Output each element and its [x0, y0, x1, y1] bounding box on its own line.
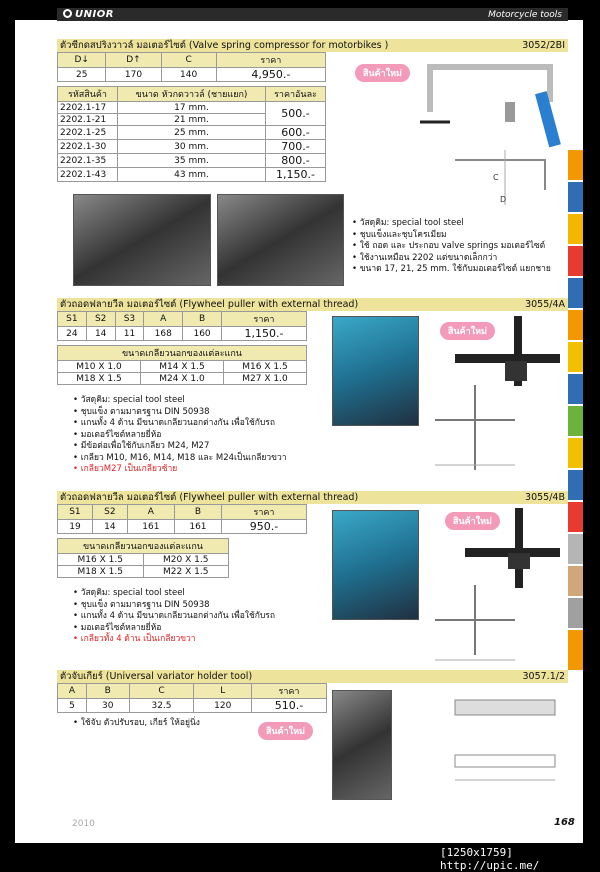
- feature-item: • วัสดุคิม: special tool steel: [352, 218, 562, 230]
- new-product-badge: สินค้าใหม่: [445, 512, 500, 530]
- section-title-bar: [57, 670, 568, 683]
- new-product-badge: สินค้าใหม่: [355, 64, 410, 82]
- feature-item: • ใช้งานเหมือน 2202 แต่ขนาดเล็กกว่า: [352, 253, 562, 265]
- thread-size: M20 X 1.5: [143, 554, 229, 566]
- row-code: 2202.1-43: [58, 168, 118, 182]
- thread-size: M14 X 1.5: [141, 361, 224, 373]
- unior-logo-icon: [63, 9, 72, 18]
- flywheel-puller-image: [450, 316, 565, 386]
- new-product-badge: สินค้าใหม่: [258, 722, 313, 740]
- product-code: 3055/4B: [525, 492, 565, 503]
- product-code: 3055/4A: [525, 299, 565, 310]
- spec-value: 168: [144, 327, 183, 341]
- thread-size: M22 X 1.5: [143, 566, 229, 578]
- feature-item: • วัสดุคิม: special tool steel: [73, 588, 333, 600]
- feature-item: • เกลียวM27 เป็นเกลียวซ้าย: [73, 464, 333, 476]
- specs-table: [57, 683, 327, 713]
- row-code: 2202.1-25: [58, 126, 118, 140]
- spec-header: A: [127, 505, 174, 520]
- page-number: 168: [554, 817, 575, 828]
- spec-header: S1: [58, 505, 93, 520]
- chapter-tab[interactable]: [568, 342, 583, 372]
- spec-value: 5: [58, 699, 87, 713]
- spec-value: 161: [127, 520, 174, 534]
- spec-value: 170: [106, 68, 161, 82]
- col-header: ขนาด หัวกดวาวล์ (ชายแยก): [118, 87, 266, 102]
- feature-item: • เกลียว M10, M16, M14, M18 และ M24เป็นเกลียวขวา: [73, 453, 333, 465]
- flywheel-puller-drawing: [420, 380, 530, 475]
- spec-header: C: [129, 684, 194, 699]
- spec-header: L: [194, 684, 252, 699]
- spec-value: 11: [115, 327, 144, 341]
- row-size: 21 mm.: [118, 114, 266, 126]
- spec-header: ราคา: [222, 505, 307, 520]
- section-title-bar: [57, 39, 568, 52]
- row-price: 1,150.-: [266, 168, 326, 182]
- category-label: Motorcycle tools: [488, 9, 562, 20]
- specs-table: [57, 504, 307, 534]
- table-row: [58, 102, 326, 114]
- row-price: 700.-: [266, 140, 326, 154]
- chapter-tab[interactable]: [568, 182, 583, 212]
- spec-header: S2: [92, 505, 127, 520]
- product-photo: [217, 194, 344, 286]
- row-code: 2202.1-30: [58, 140, 118, 154]
- spec-header: A: [58, 684, 87, 699]
- feature-item: • ใช้จับ ตัวปรับรอบ, เกียร์ ให้อยู่นิ่ง: [73, 718, 273, 730]
- product-code: 3052/2BI: [522, 40, 565, 51]
- row-code: 2202.1-35: [58, 154, 118, 168]
- spec-value: 161: [174, 520, 221, 534]
- feature-list: [352, 218, 562, 276]
- spec-header: B: [86, 684, 129, 699]
- chapter-tab[interactable]: [568, 470, 583, 500]
- chapter-tab[interactable]: [568, 214, 583, 244]
- spec-value: 120: [194, 699, 252, 713]
- spec-value: 25: [58, 68, 106, 82]
- row-price: 500.-: [266, 102, 326, 126]
- chapter-tab[interactable]: [568, 150, 583, 180]
- feature-item: • ชุบแข็งและชุบโครเมียม: [352, 230, 562, 242]
- section-title-bar: [57, 298, 568, 311]
- chapter-tab[interactable]: [568, 534, 583, 564]
- valve-compressor-image: [410, 52, 570, 152]
- chapter-tab[interactable]: [568, 374, 583, 404]
- row-size: 17 mm.: [118, 102, 266, 114]
- spec-header: B: [183, 312, 222, 327]
- spec-header: B: [174, 505, 221, 520]
- feature-item: • แกนทั้ง 4 ด้าน มีขนาดเกลียวนอกต่างกัน เพื่อใช้กับรถ: [73, 611, 333, 623]
- feature-list: [73, 588, 333, 646]
- feature-item: • ขนาด 17, 21, 25 mm. ใช้กับมอเตอร์ไซต์ แยกชาย: [352, 264, 562, 276]
- product-photo: [73, 194, 211, 286]
- thread-size: M16 X 1.5: [224, 361, 307, 373]
- brand-name: UNIOR: [75, 9, 114, 20]
- flywheel-puller-drawing: [420, 580, 530, 665]
- spec-price: 1,150.-: [222, 327, 307, 341]
- spec-header: ราคา: [216, 53, 325, 68]
- feature-item: • ชุบแข็ง ตามมาตรฐาน DIN 50938: [73, 600, 333, 612]
- table-row: [58, 154, 326, 168]
- spec-value: 24: [58, 327, 87, 341]
- spec-header: D↓: [58, 53, 106, 68]
- section-title: ตัวจับเกียร์ (Universal variator holder tool): [60, 671, 253, 682]
- spec-value: 14: [86, 327, 115, 341]
- spec-value: 19: [58, 520, 93, 534]
- feature-item: • มอเตอร์ไซต์หลายยี่ห้อ: [73, 430, 333, 442]
- chapter-tab-active[interactable]: [568, 630, 583, 670]
- feature-list: [73, 718, 273, 730]
- spec-header: ราคา: [222, 312, 307, 327]
- feature-item: • แกนทั้ง 4 ด้าน มีขนาดเกลียวนอกต่างกัน เพื่อใช้กับรถ: [73, 418, 333, 430]
- thread-size: M10 X 1.0: [58, 361, 141, 373]
- product-code: 3057.1/2: [522, 671, 565, 682]
- footer-year: 2010: [72, 819, 95, 829]
- feature-item: • วัสดุคิม: special tool steel: [73, 395, 333, 407]
- new-product-badge: สินค้าใหม่: [440, 322, 495, 340]
- row-size: 30 mm.: [118, 140, 266, 154]
- table-row: [58, 168, 326, 182]
- chapter-tab[interactable]: [568, 406, 583, 436]
- thread-size: M16 X 1.5: [58, 554, 144, 566]
- spec-value: 160: [183, 327, 222, 341]
- col-header: ราคาอันละ: [266, 87, 326, 102]
- watermark: [1250x1759] http://upic.me/: [440, 846, 540, 872]
- specs-table: [57, 52, 326, 82]
- row-price: 600.-: [266, 126, 326, 140]
- thread-size: M24 X 1.0: [141, 373, 224, 385]
- valve-compressor-drawing: [445, 150, 565, 205]
- section-title: ตัวถอดฟลายวีล มอเตอร์ไซต์ (Flywheel puller with external thread): [60, 299, 359, 310]
- dim-label: C: [493, 173, 499, 182]
- spec-value: 30: [86, 699, 129, 713]
- thread-title: ขนาดเกลียวนอกของแต่ละแกน: [58, 539, 229, 554]
- feature-item: • มอเตอร์ไซต์หลายยี่ห้อ: [73, 623, 333, 635]
- row-code: 2202.1-17: [58, 102, 118, 114]
- spec-price: 510.-: [252, 699, 327, 713]
- spec-header: C: [161, 53, 216, 68]
- table-row: [58, 126, 326, 140]
- variator-holder-drawing: [450, 695, 565, 790]
- spec-value: 14: [92, 520, 127, 534]
- product-photo: [332, 690, 392, 800]
- section-title: ตัวซีกดสปริงวาวล์ มอเตอร์ไซต์ (Valve spring compressor for motorbikes ): [60, 40, 389, 51]
- spec-value: 32.5: [129, 699, 194, 713]
- spec-header: S1: [58, 312, 87, 327]
- spec-price: 950.-: [222, 520, 307, 534]
- section-title: ตัวถอดฟลายวีล มอเตอร์ไซต์ (Flywheel puller with external thread): [60, 492, 359, 503]
- feature-item: • ชุบแข็ง ตามมาตรฐาน DIN 50938: [73, 407, 333, 419]
- sizes-table: [57, 86, 326, 182]
- thread-size: M18 X 1.5: [58, 373, 141, 385]
- chapter-tab[interactable]: [568, 438, 583, 468]
- row-size: 35 mm.: [118, 154, 266, 168]
- product-photo: [332, 510, 419, 620]
- spec-price: 4,950.-: [216, 68, 325, 82]
- spec-header: S2: [86, 312, 115, 327]
- feature-list: [73, 395, 333, 476]
- chapter-tabs: [568, 150, 583, 672]
- page-header: [57, 8, 568, 21]
- feature-item: • มีข้อต่อเพื่อใช้กับเกลียว M24, M27: [73, 441, 333, 453]
- table-row: [58, 140, 326, 154]
- chapter-tab[interactable]: [568, 566, 583, 596]
- thread-size: M27 X 1.0: [224, 373, 307, 385]
- chapter-tab[interactable]: [568, 246, 583, 276]
- chapter-tab[interactable]: [568, 278, 583, 308]
- col-header: รหัสสินค้า: [58, 87, 118, 102]
- product-photo: [332, 316, 419, 426]
- thread-table: [57, 345, 307, 385]
- row-size: 43 mm.: [118, 168, 266, 182]
- row-code: 2202.1-21: [58, 114, 118, 126]
- spec-header: A: [144, 312, 183, 327]
- brand-logo: [63, 9, 114, 20]
- thread-table: [57, 538, 229, 578]
- chapter-tab[interactable]: [568, 598, 583, 628]
- thread-title: ขนาดเกลียวนอกของแต่ละแกน: [58, 346, 307, 361]
- dim-label: D: [500, 195, 507, 204]
- section-title-bar: [57, 491, 568, 504]
- thread-size: M18 X 1.5: [58, 566, 144, 578]
- row-price: 800.-: [266, 154, 326, 168]
- spec-header: S3: [115, 312, 144, 327]
- spec-value: 140: [161, 68, 216, 82]
- row-size: 25 mm.: [118, 126, 266, 140]
- specs-table: [57, 311, 307, 341]
- flywheel-puller-image: [460, 508, 565, 588]
- feature-item: • เกลียวทั้ง 4 ด้าน เป็นเกลียวขวา: [73, 634, 333, 646]
- chapter-tab[interactable]: [568, 310, 583, 340]
- spec-header: ราคา: [252, 684, 327, 699]
- chapter-tab[interactable]: [568, 502, 583, 532]
- spec-header: D↑: [106, 53, 161, 68]
- feature-item: • ใช้ ถอด และ ประกอบ valve springs มอเตอร์ไซต์: [352, 241, 562, 253]
